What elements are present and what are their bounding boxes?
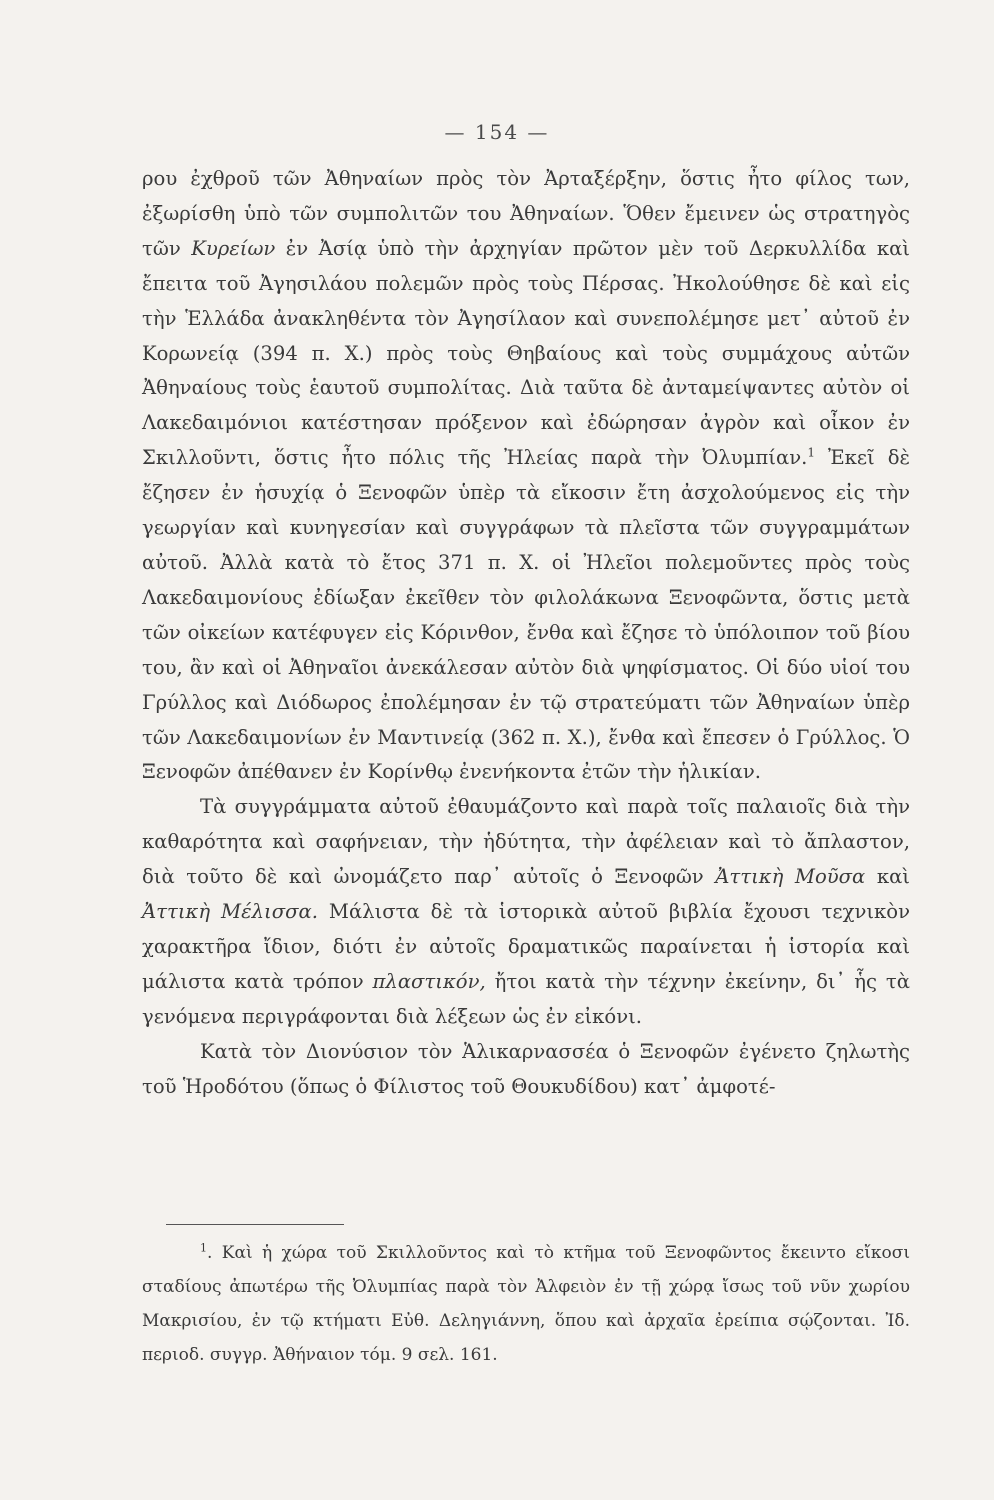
footnote-reference[interactable]: 1	[807, 445, 815, 460]
paragraph-1	[142, 162, 910, 790]
emphasis-cyrus-troops: Κυρείων	[191, 236, 276, 260]
paragraph-2-and: καὶ	[865, 865, 910, 889]
emphasis-attic-muse: Ἀττικὴ Μοῦσα	[715, 865, 866, 889]
footnote-mark: 1	[200, 1241, 207, 1255]
page-number: — 154 —	[444, 120, 550, 144]
paragraph-3: Κατὰ τὸν Διονύσιον τὸν Ἁλικαρνασσέα ὁ Ξενοφῶν ἐγένετο ζηλωτὴς τοῦ Ἡροδότου (ὅπως ὁ Φίλιστος τοῦ Θουκυδίδου) κατ᾿ ἀμφοτέ-	[142, 1039, 910, 1098]
paragraph-1-part-c: Ἐκεῖ δὲ ἔζησεν ἐν ἡσυχίᾳ ὁ Ξενοφῶν ὑπὲρ τὰ εἴκοσιν ἔτη ἀσχολούμενος εἰς τὴν γεωργίαν καὶ κυνηγεσίαν καὶ συγγράφων τὰ πλεῖστα τῶν συγγραμμάτων αὐτοῦ. Ἀλλὰ κατὰ τὸ ἔτος 371 π. Χ. οἱ Ἠλεῖοι πολεμοῦντες πρὸς τοὺς Λακεδαιμονίους ἐδίωξαν ἐκεῖθεν τὸν φιλολάκωνα Ξενοφῶντα, ὅστις μετὰ τῶν οἰκείων κατέφυγεν εἰς Κόρινθον, ἔνθα καὶ ἔζησε τὸ ὑπόλοιπον τοῦ βίου του, ἂν καὶ οἱ Ἀθηναῖοι ἀνεκάλεσαν αὐτὸν διὰ ψηφίσματος. Οἱ δύο υἱοί του Γρύλλος καὶ Διόδωρος ἐπολέμησαν ἐν τῷ στρατεύματι τῶν Ἀθηναίων ὑπὲρ τῶν Λακεδαιμονίων ἐν Μαντινείᾳ (362 π. Χ.), ἔνθα καὶ ἔπεσεν ὁ Γρύλλος. Ὁ Ξενοφῶν ἀπέθανεν ἐν Κορίνθῳ ἐνενήκοντα ἐτῶν τὴν ἡλικίαν.	[142, 446, 911, 784]
footnote-divider	[166, 1224, 344, 1225]
paragraph-2-part-b: Μάλιστα δὲ τὰ ἱστορικὰ αὐτοῦ βιβλία ἔχουσι τεχνικὸν χαρακτῆρα ἴδιον, διότι ἐν αὐτοῖς δραματικῶς παραίνεται ἡ ἱστορία καὶ μάλιστα κατὰ τρόπον	[142, 900, 910, 993]
paragraph-1-part-a: ρου ἐχθροῦ τῶν Ἀθηναίων πρὸς τὸν Ἀρταξέρξην, ὅστις ἦτο φίλος των, ἐξωρίσθη ὑπὸ τῶν συμπολιτῶν του Ἀθηναίων. Ὅθεν ἔμεινεν ὡς στρατηγὸς τῶν	[142, 167, 910, 260]
paragraph-2-part-c: ἤτοι κατὰ τὴν τέχνην ἐκείνην, δι᾿ ἧς τὰ γενόμενα περιγράφονται διὰ λέξεων ὡς ἐν εἰκόνι.	[142, 969, 910, 1028]
paragraph-1-part-b: ἐν Ἀσίᾳ ὑπὸ τὴν ἀρχηγίαν πρῶτον μὲν τοῦ Δερκυλλίδα καὶ ἔπειτα τοῦ Ἀγησιλάου πολεμῶν πρὸς τοὺς Πέρσας. Ἠκολούθησε δὲ καὶ εἰς τὴν Ἑλλάδα ἀνακληθέντα τὸν Ἀγησίλαον καὶ συνεπολέμησε μετ᾿ αὐτοῦ ἐν Κορωνείᾳ (394 π. Χ.) πρὸς τοὺς Θηβαίους καὶ τοὺς συμμάχους αὐτῶν Ἀθηναίους τοὺς ἑαυτοῦ συμπολίτας. Διὰ ταῦτα δὲ ἀνταμείψαντες αὐτὸν οἱ Λακεδαιμόνιοι κατέστησαν πρόξενον καὶ ἐδώρησαν ἀγρὸν καὶ οἶκον ἐν Σκιλλοῦντι, ὅστις ἦτο πόλις τῆς Ἠλείας παρὰ τὴν Ὀλυμπίαν.	[142, 236, 910, 470]
body-text	[142, 162, 910, 1104]
emphasis-plastic: πλαστικόν,	[372, 969, 486, 993]
paragraph-2-part-a: Τὰ συγγράμματα αὐτοῦ ἐθαυμάζοντο καὶ παρὰ τοῖς παλαιοῖς διὰ τὴν καθαρότητα καὶ σαφήνειαν, τὴν ἡδύτητα, τὴν ἀφέλειαν καὶ τὸ ἄπλαστον, διὰ τοῦτο δὲ καὶ ὠνομάζετο παρ᾿ αὐτοῖς ὁ Ξενοφῶν	[142, 795, 910, 889]
footnote	[142, 1236, 910, 1372]
paragraph-2	[142, 790, 910, 1034]
footnote-text: . Καὶ ἡ χώρα τοῦ Σκιλλοῦντος καὶ τὸ κτῆμα τοῦ Ξενοφῶντος ἔκειντο εἴκοσι σταδίους ἀπωτέρω τῆς Ὀλυμπίας παρὰ τὸν Ἀλφειὸν ἐν τῇ χώρᾳ ἴσως τοῦ νῦν χωρίου Μακρισίου, ἐν τῷ κτήματι Εὐθ. Δεληγιάννη, ὅπου καὶ ἀρχαῖα ἐρείπια σῴζονται. Ἰδ. περιοδ. συγγρ. Ἀθήναιον τόμ. 9 σελ. 161.	[142, 1243, 910, 1365]
emphasis-attic-bee: Ἀττικὴ Μέλισσα.	[142, 900, 318, 924]
